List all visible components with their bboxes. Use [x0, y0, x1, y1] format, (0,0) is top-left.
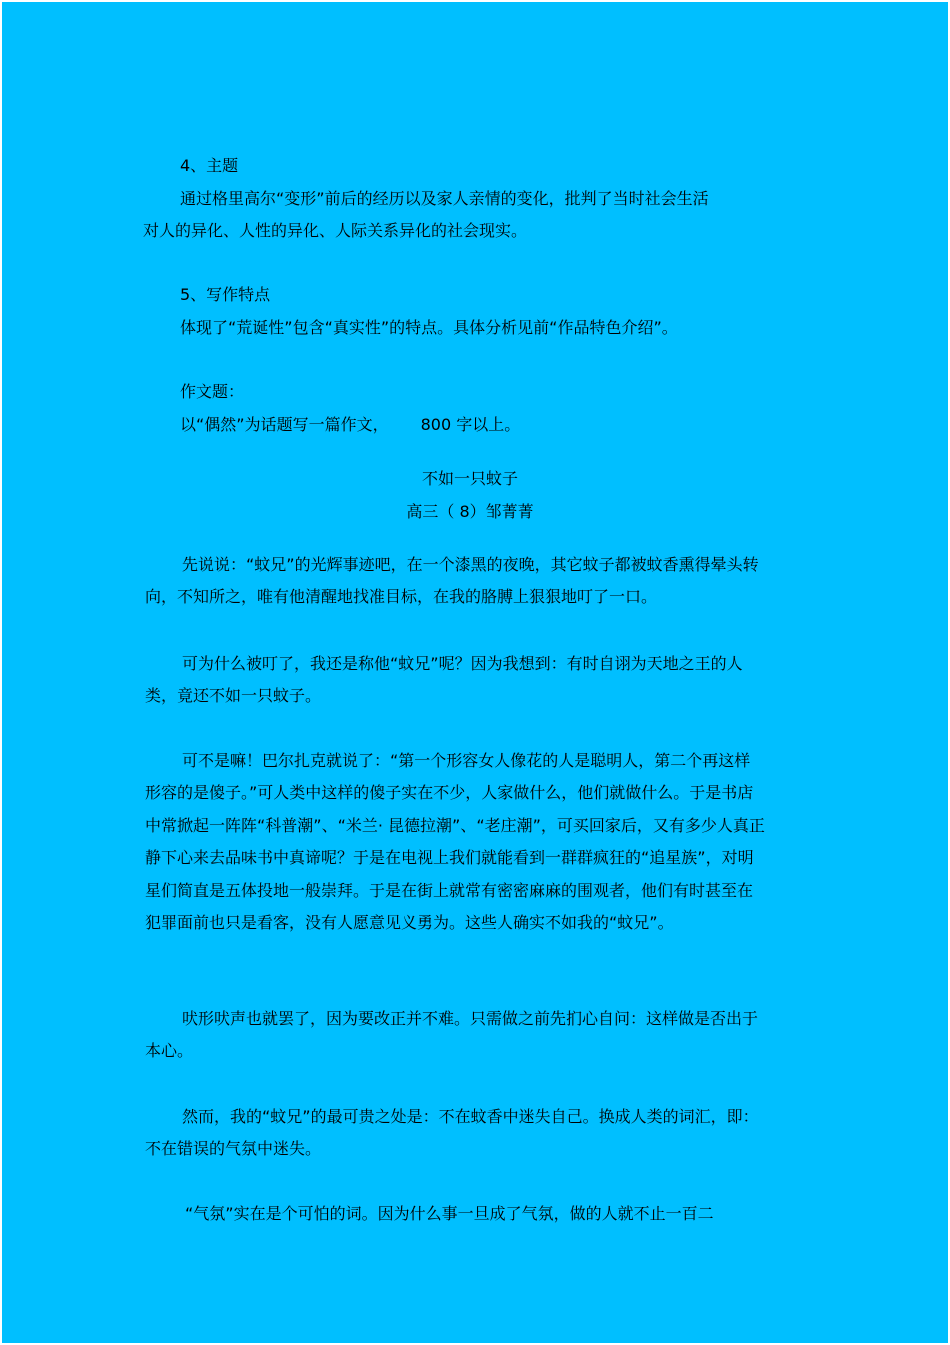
- essay-paragraph-3: 可不是嘛！巴尔扎克就说了：“第一个形容女人像花的人是聪明人，第二个再这样形容的是傻子。”可人类中这样的傻子实在不少，人家做什么，他们就做什么。于是书店中常掀起一阵阵“科普潮”、“米兰· 昆德拉潮”、“老庄潮”，可买回家后，又有多少人真正静下心来去品味书中真谛呢？于是在电视上我们就能看到一群群疯狂的“追星族”，对明星们简直是五体投地一般崇拜。于是在街上就常有密密麻麻的围观者，他们有时甚至在犯罪面前也只是看客，没有人愿意见义勇为。这些人确实不如我的“蚊兄”。: [145, 751, 765, 933]
- document-page: [2, 2, 948, 1343]
- essay-author: 高三（ 8）邹菁菁: [406, 502, 534, 521]
- essay-paragraph-1: 先说说：“蚊兄”的光辉事迹吧，在一个漆黑的夜晚，其它蚊子都被蚊香熏得晕头转向，不知所之，唯有他清醒地找准目标，在我的胳膊上狠狠地叮了一口。: [145, 555, 759, 607]
- section-4-heading: 4、主题: [180, 156, 239, 175]
- composition-heading: 作文题：: [180, 382, 245, 401]
- composition-prompt: [180, 409, 520, 441]
- essay-title: 不如一只蚊子: [421, 469, 518, 488]
- essay-paragraph-2: 可为什么被叮了，我还是称他“蚊兄”呢？因为我想到：有时自诩为天地之王的人类，竟还不如一只蚊子。: [145, 654, 743, 706]
- section-4-line-1: 通过格里高尔“变形”前后的经历以及家人亲情的变化，批判了当时社会生活: [180, 189, 709, 208]
- section-4-line-2: 对人的异化、人性的异化、人际关系异化的社会现实。: [143, 221, 528, 240]
- composition-length: 800 字以上。: [420, 415, 521, 434]
- section-5-heading: 5、写作特点: [180, 285, 271, 304]
- essay-paragraph-6: “气氛”实在是个可怕的词。因为什么事一旦成了气氛，做的人就不止一百二: [185, 1204, 714, 1223]
- essay-paragraph-4: 吠形吠声也就罢了，因为要改正并不难。只需做之前先扪心自问：这样做是否出于本心。: [145, 1009, 759, 1061]
- essay-paragraph-5: 然而，我的“蚊兄”的最可贵之处是：不在蚊香中迷失自己。换成人类的词汇，即：不在错误的气氛中迷失。: [145, 1107, 759, 1159]
- section-5-line: 体现了“荒诞性”包含“真实性”的特点。具体分析见前“作品特色介绍”。: [180, 318, 678, 337]
- composition-prompt-text: 以“偶然”为话题写一篇作文，: [180, 415, 389, 434]
